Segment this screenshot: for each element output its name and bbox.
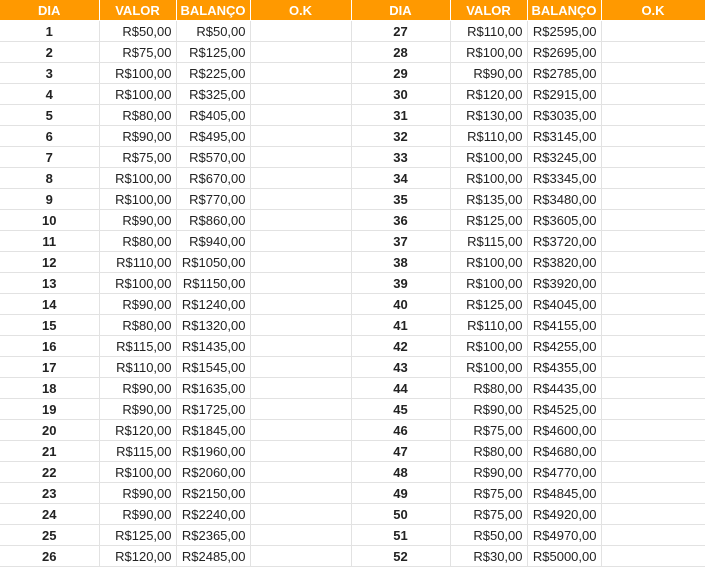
cell-balanco-right[interactable]: R$3245,00 [527, 147, 601, 168]
header-ok-left[interactable]: O.K [250, 0, 351, 21]
cell-dia-left[interactable]: 20 [0, 420, 99, 441]
cell-valor-right[interactable]: R$115,00 [450, 231, 527, 252]
cell-balanco-right[interactable]: R$3920,00 [527, 273, 601, 294]
cell-ok-right[interactable] [601, 483, 705, 504]
cell-valor-right[interactable]: R$120,00 [450, 84, 527, 105]
cell-ok-right[interactable] [601, 231, 705, 252]
table-row [0, 63, 705, 84]
cell-balanco-left[interactable]: R$570,00 [176, 147, 250, 168]
header-dia-left[interactable]: DIA [0, 0, 99, 21]
cell-valor-right[interactable]: R$110,00 [450, 126, 527, 147]
cell-valor-right[interactable]: R$100,00 [450, 168, 527, 189]
cell-dia-right[interactable]: 28 [351, 42, 450, 63]
table-row [0, 420, 705, 441]
cell-balanco-left[interactable]: R$125,00 [176, 42, 250, 63]
cell-dia-right[interactable]: 30 [351, 84, 450, 105]
cell-balanco-right[interactable]: R$4255,00 [527, 336, 601, 357]
cell-balanco-right[interactable]: R$4680,00 [527, 441, 601, 462]
cell-ok-left[interactable] [250, 462, 351, 483]
table-row [0, 399, 705, 420]
cell-valor-left[interactable]: R$75,00 [99, 42, 176, 63]
cell-valor-right[interactable]: R$80,00 [450, 378, 527, 399]
cell-ok-left[interactable] [250, 189, 351, 210]
table-row [0, 504, 705, 525]
cell-balanco-right[interactable]: R$3145,00 [527, 126, 601, 147]
cell-dia-left[interactable]: 2 [0, 42, 99, 63]
cell-balanco-left[interactable]: R$1845,00 [176, 420, 250, 441]
cell-valor-right[interactable]: R$30,00 [450, 546, 527, 567]
cell-balanco-right[interactable]: R$3480,00 [527, 189, 601, 210]
cell-ok-right[interactable] [601, 525, 705, 546]
cell-valor-left[interactable]: R$90,00 [99, 483, 176, 504]
cell-ok-left[interactable] [250, 441, 351, 462]
cell-valor-left[interactable]: R$115,00 [99, 336, 176, 357]
table-body [0, 21, 705, 567]
cell-dia-left[interactable]: 22 [0, 462, 99, 483]
cell-balanco-left[interactable]: R$2060,00 [176, 462, 250, 483]
cell-dia-right[interactable]: 36 [351, 210, 450, 231]
cell-dia-right[interactable]: 34 [351, 168, 450, 189]
cell-valor-left[interactable]: R$80,00 [99, 105, 176, 126]
table-row [0, 21, 705, 42]
cell-valor-right[interactable]: R$100,00 [450, 252, 527, 273]
header-balanco-left[interactable]: BALANÇO [176, 0, 250, 21]
cell-balanco-left[interactable]: R$405,00 [176, 105, 250, 126]
cell-ok-left[interactable] [250, 210, 351, 231]
cell-valor-right[interactable]: R$50,00 [450, 525, 527, 546]
header-balanco-right[interactable]: BALANÇO [527, 0, 601, 21]
cell-ok-right[interactable] [601, 294, 705, 315]
cell-valor-right[interactable]: R$100,00 [450, 42, 527, 63]
cell-ok-left[interactable] [250, 231, 351, 252]
cell-dia-right[interactable]: 50 [351, 504, 450, 525]
cell-ok-left[interactable] [250, 273, 351, 294]
cell-dia-right[interactable]: 37 [351, 231, 450, 252]
cell-ok-right[interactable] [601, 315, 705, 336]
cell-ok-right[interactable] [601, 210, 705, 231]
table-row [0, 231, 705, 252]
cell-valor-left[interactable]: R$90,00 [99, 294, 176, 315]
table-row [0, 42, 705, 63]
cell-dia-left[interactable]: 26 [0, 546, 99, 567]
cell-valor-right[interactable]: R$100,00 [450, 147, 527, 168]
cell-balanco-left[interactable]: R$495,00 [176, 126, 250, 147]
table-row [0, 525, 705, 546]
cell-balanco-right[interactable]: R$3035,00 [527, 105, 601, 126]
cell-ok-left[interactable] [250, 105, 351, 126]
cell-dia-right[interactable]: 41 [351, 315, 450, 336]
table-row [0, 483, 705, 504]
cell-balanco-right[interactable]: R$4920,00 [527, 504, 601, 525]
cell-dia-right[interactable]: 38 [351, 252, 450, 273]
cell-valor-left[interactable]: R$100,00 [99, 63, 176, 84]
table-row [0, 378, 705, 399]
cell-balanco-left[interactable]: R$2150,00 [176, 483, 250, 504]
cell-balanco-right[interactable]: R$4525,00 [527, 399, 601, 420]
cell-dia-left[interactable]: 10 [0, 210, 99, 231]
cell-ok-right[interactable] [601, 168, 705, 189]
cell-dia-left[interactable]: 15 [0, 315, 99, 336]
cell-valor-left[interactable]: R$90,00 [99, 504, 176, 525]
cell-balanco-right[interactable]: R$4600,00 [527, 420, 601, 441]
cell-ok-left[interactable] [250, 126, 351, 147]
cell-valor-left[interactable]: R$100,00 [99, 168, 176, 189]
cell-balanco-right[interactable]: R$3345,00 [527, 168, 601, 189]
cell-valor-left[interactable]: R$90,00 [99, 399, 176, 420]
cell-ok-right[interactable] [601, 546, 705, 567]
cell-valor-left[interactable]: R$75,00 [99, 147, 176, 168]
cell-dia-left[interactable]: 12 [0, 252, 99, 273]
cell-dia-left[interactable]: 1 [0, 21, 99, 42]
table-row [0, 105, 705, 126]
cell-valor-left[interactable]: R$90,00 [99, 126, 176, 147]
cell-ok-left[interactable] [250, 525, 351, 546]
cell-valor-right[interactable]: R$100,00 [450, 357, 527, 378]
cell-valor-left[interactable]: R$110,00 [99, 252, 176, 273]
cell-ok-right[interactable] [601, 252, 705, 273]
cell-ok-right[interactable] [601, 189, 705, 210]
table-row [0, 462, 705, 483]
cell-ok-right[interactable] [601, 441, 705, 462]
cell-dia-right[interactable]: 45 [351, 399, 450, 420]
cell-balanco-right[interactable]: R$4845,00 [527, 483, 601, 504]
cell-balanco-left[interactable]: R$770,00 [176, 189, 250, 210]
cell-balanco-left[interactable]: R$2485,00 [176, 546, 250, 567]
cell-balanco-left[interactable]: R$2365,00 [176, 525, 250, 546]
cell-dia-left[interactable]: 3 [0, 63, 99, 84]
table-row [0, 546, 705, 567]
cell-valor-right[interactable]: R$110,00 [450, 315, 527, 336]
cell-balanco-left[interactable]: R$2240,00 [176, 504, 250, 525]
cell-ok-left[interactable] [250, 294, 351, 315]
cell-dia-left[interactable]: 24 [0, 504, 99, 525]
cell-ok-right[interactable] [601, 273, 705, 294]
cell-valor-right[interactable]: R$90,00 [450, 399, 527, 420]
cell-balanco-left[interactable]: R$1545,00 [176, 357, 250, 378]
cell-ok-right[interactable] [601, 504, 705, 525]
cell-dia-right[interactable]: 35 [351, 189, 450, 210]
cell-ok-right[interactable] [601, 126, 705, 147]
cell-valor-left[interactable]: R$120,00 [99, 546, 176, 567]
cell-ok-right[interactable] [601, 42, 705, 63]
cell-ok-right[interactable] [601, 105, 705, 126]
cell-dia-left[interactable]: 7 [0, 147, 99, 168]
cell-ok-right[interactable] [601, 378, 705, 399]
cell-valor-left[interactable]: R$125,00 [99, 525, 176, 546]
cell-valor-left[interactable]: R$50,00 [99, 21, 176, 42]
cell-ok-left[interactable] [250, 357, 351, 378]
table-row [0, 147, 705, 168]
table-row [0, 189, 705, 210]
table-row [0, 126, 705, 147]
cell-valor-right[interactable]: R$100,00 [450, 273, 527, 294]
cell-valor-right[interactable]: R$130,00 [450, 105, 527, 126]
cell-valor-right[interactable]: R$135,00 [450, 189, 527, 210]
cell-valor-right[interactable]: R$125,00 [450, 210, 527, 231]
cell-ok-left[interactable] [250, 252, 351, 273]
cell-ok-right[interactable] [601, 420, 705, 441]
cell-balanco-right[interactable]: R$3605,00 [527, 210, 601, 231]
cell-balanco-right[interactable]: R$3820,00 [527, 252, 601, 273]
cell-valor-left[interactable]: R$100,00 [99, 189, 176, 210]
cell-ok-left[interactable] [250, 21, 351, 42]
cell-valor-right[interactable]: R$75,00 [450, 420, 527, 441]
table-row [0, 441, 705, 462]
cell-valor-left[interactable]: R$90,00 [99, 210, 176, 231]
cell-dia-left[interactable]: 19 [0, 399, 99, 420]
cell-balanco-left[interactable]: R$1635,00 [176, 378, 250, 399]
cell-valor-right[interactable]: R$75,00 [450, 483, 527, 504]
cell-balanco-left[interactable]: R$940,00 [176, 231, 250, 252]
cell-balanco-left[interactable]: R$1725,00 [176, 399, 250, 420]
cell-balanco-left[interactable]: R$1960,00 [176, 441, 250, 462]
cell-dia-right[interactable]: 27 [351, 21, 450, 42]
header-valor-right[interactable]: VALOR [450, 0, 527, 21]
cell-dia-left[interactable]: 21 [0, 441, 99, 462]
cell-balanco-left[interactable]: R$670,00 [176, 168, 250, 189]
cell-valor-left[interactable]: R$80,00 [99, 315, 176, 336]
cell-ok-left[interactable] [250, 546, 351, 567]
cell-balanco-left[interactable]: R$325,00 [176, 84, 250, 105]
header-valor-left[interactable]: VALOR [99, 0, 176, 21]
cell-balanco-right[interactable]: R$5000,00 [527, 546, 601, 567]
cell-valor-right[interactable]: R$90,00 [450, 63, 527, 84]
cell-valor-left[interactable]: R$115,00 [99, 441, 176, 462]
cell-dia-right[interactable]: 33 [351, 147, 450, 168]
cell-dia-right[interactable]: 52 [351, 546, 450, 567]
cell-ok-right[interactable] [601, 462, 705, 483]
cell-dia-right[interactable]: 42 [351, 336, 450, 357]
cell-balanco-right[interactable]: R$2915,00 [527, 84, 601, 105]
cell-balanco-right[interactable]: R$4355,00 [527, 357, 601, 378]
cell-dia-right[interactable]: 44 [351, 378, 450, 399]
cell-ok-left[interactable] [250, 168, 351, 189]
header-ok-right[interactable]: O.K [601, 0, 705, 21]
table-row [0, 315, 705, 336]
cell-valor-right[interactable]: R$80,00 [450, 441, 527, 462]
cell-dia-left[interactable]: 6 [0, 126, 99, 147]
cell-valor-right[interactable]: R$110,00 [450, 21, 527, 42]
cell-dia-left[interactable]: 23 [0, 483, 99, 504]
cell-valor-left[interactable]: R$110,00 [99, 357, 176, 378]
cell-dia-left[interactable]: 11 [0, 231, 99, 252]
cell-balanco-right[interactable]: R$4155,00 [527, 315, 601, 336]
cell-balanco-left[interactable]: R$225,00 [176, 63, 250, 84]
cell-balanco-left[interactable]: R$50,00 [176, 21, 250, 42]
cell-balanco-right[interactable]: R$4435,00 [527, 378, 601, 399]
cell-valor-left[interactable]: R$100,00 [99, 84, 176, 105]
cell-ok-left[interactable] [250, 315, 351, 336]
cell-dia-left[interactable]: 25 [0, 525, 99, 546]
cell-balanco-left[interactable]: R$1150,00 [176, 273, 250, 294]
cell-balanco-right[interactable]: R$3720,00 [527, 231, 601, 252]
cell-ok-left[interactable] [250, 42, 351, 63]
cell-ok-left[interactable] [250, 147, 351, 168]
cell-valor-left[interactable]: R$120,00 [99, 420, 176, 441]
cell-dia-left[interactable]: 18 [0, 378, 99, 399]
table-row [0, 294, 705, 315]
cell-balanco-left[interactable]: R$1435,00 [176, 336, 250, 357]
cell-dia-right[interactable]: 47 [351, 441, 450, 462]
cell-balanco-right[interactable]: R$4045,00 [527, 294, 601, 315]
cell-dia-left[interactable]: 5 [0, 105, 99, 126]
cell-valor-right[interactable]: R$75,00 [450, 504, 527, 525]
cell-dia-right[interactable]: 29 [351, 63, 450, 84]
table-row [0, 357, 705, 378]
table-row [0, 336, 705, 357]
table-row [0, 84, 705, 105]
cell-ok-right[interactable] [601, 63, 705, 84]
cell-valor-left[interactable]: R$100,00 [99, 462, 176, 483]
header-row [0, 0, 705, 21]
cell-valor-left[interactable]: R$100,00 [99, 273, 176, 294]
cell-ok-left[interactable] [250, 504, 351, 525]
cell-dia-right[interactable]: 39 [351, 273, 450, 294]
table-row [0, 168, 705, 189]
table-row [0, 252, 705, 273]
cell-dia-right[interactable]: 49 [351, 483, 450, 504]
cell-dia-right[interactable]: 43 [351, 357, 450, 378]
cell-dia-left[interactable]: 14 [0, 294, 99, 315]
cell-dia-left[interactable]: 17 [0, 357, 99, 378]
cell-valor-right[interactable]: R$90,00 [450, 462, 527, 483]
cell-balanco-right[interactable]: R$2785,00 [527, 63, 601, 84]
cell-balanco-left[interactable]: R$1240,00 [176, 294, 250, 315]
cell-balanco-left[interactable]: R$1320,00 [176, 315, 250, 336]
cell-dia-left[interactable]: 9 [0, 189, 99, 210]
cell-ok-right[interactable] [601, 21, 705, 42]
cell-ok-left[interactable] [250, 378, 351, 399]
cell-dia-right[interactable]: 32 [351, 126, 450, 147]
cell-ok-left[interactable] [250, 84, 351, 105]
cell-balanco-right[interactable]: R$2595,00 [527, 21, 601, 42]
cell-valor-right[interactable]: R$100,00 [450, 336, 527, 357]
cell-ok-left[interactable] [250, 483, 351, 504]
cell-balanco-right[interactable]: R$2695,00 [527, 42, 601, 63]
cell-ok-left[interactable] [250, 399, 351, 420]
cell-ok-right[interactable] [601, 399, 705, 420]
cell-valor-right[interactable]: R$125,00 [450, 294, 527, 315]
cell-valor-left[interactable]: R$80,00 [99, 231, 176, 252]
cell-balanco-left[interactable]: R$1050,00 [176, 252, 250, 273]
cell-dia-left[interactable]: 4 [0, 84, 99, 105]
cell-ok-left[interactable] [250, 336, 351, 357]
cell-balanco-left[interactable]: R$860,00 [176, 210, 250, 231]
cell-ok-right[interactable] [601, 357, 705, 378]
cell-ok-left[interactable] [250, 63, 351, 84]
cell-dia-right[interactable]: 31 [351, 105, 450, 126]
cell-balanco-right[interactable]: R$4970,00 [527, 525, 601, 546]
table-row [0, 210, 705, 231]
cell-balanco-right[interactable]: R$4770,00 [527, 462, 601, 483]
cell-ok-right[interactable] [601, 84, 705, 105]
cell-dia-right[interactable]: 40 [351, 294, 450, 315]
table-row [0, 273, 705, 294]
cell-dia-left[interactable]: 16 [0, 336, 99, 357]
header-dia-right[interactable]: DIA [351, 0, 450, 21]
cell-dia-right[interactable]: 51 [351, 525, 450, 546]
cell-dia-right[interactable]: 46 [351, 420, 450, 441]
cell-ok-left[interactable] [250, 420, 351, 441]
cell-ok-right[interactable] [601, 336, 705, 357]
cell-dia-left[interactable]: 13 [0, 273, 99, 294]
cell-ok-right[interactable] [601, 147, 705, 168]
cell-dia-left[interactable]: 8 [0, 168, 99, 189]
cell-dia-right[interactable]: 48 [351, 462, 450, 483]
cell-valor-left[interactable]: R$90,00 [99, 378, 176, 399]
